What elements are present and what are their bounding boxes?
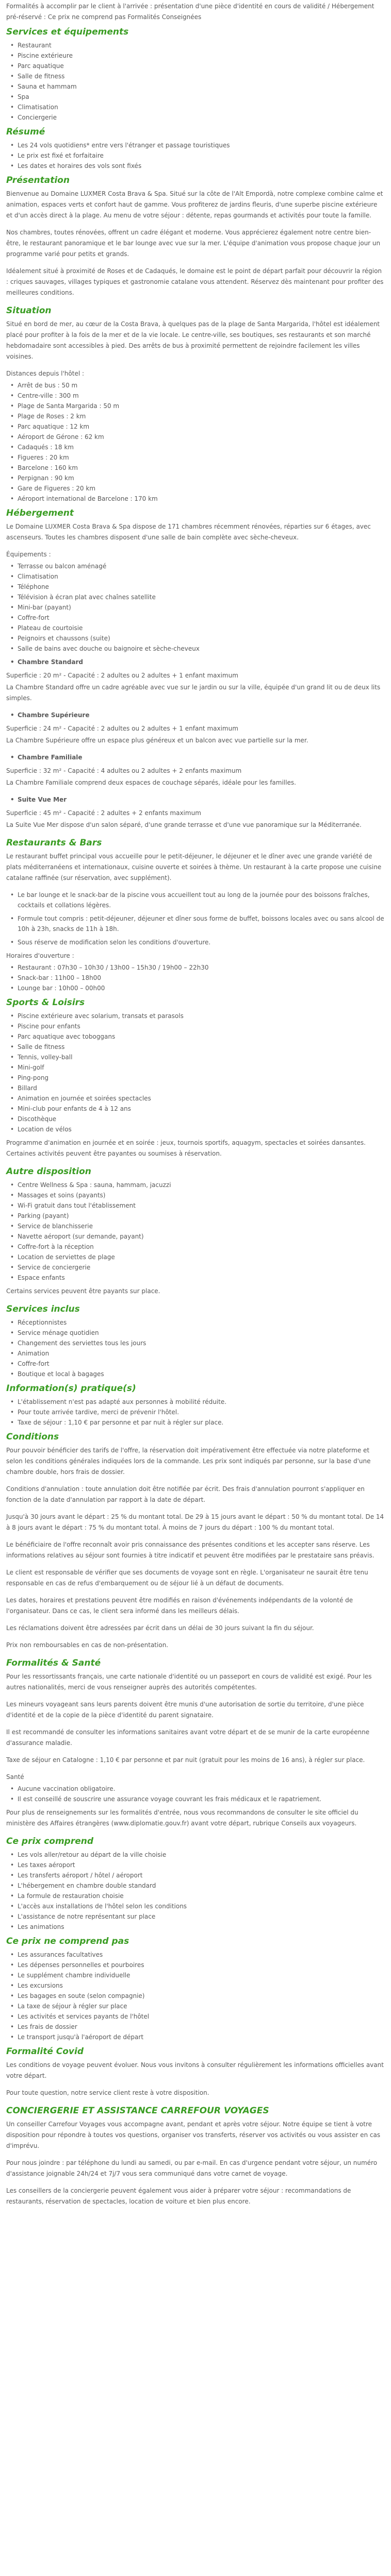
resume-title: Résumé bbox=[6, 127, 45, 137]
list-item: • Massages et soins (payants) bbox=[18, 1190, 385, 1200]
conciergerie-paragraph: Pour nous joindre : par téléphone du lundi au samedi, ou par e-mail. En cas d'urgence pendant votre séjour, un numéro d'assistance joignable 24h/24 et 7j/7 vous sera communiqué dans votre carnet de voyage. bbox=[6, 2159, 378, 2177]
list-item: • Piscine extérieure bbox=[18, 50, 385, 61]
sports-title: Sports & Loisirs bbox=[6, 997, 85, 1008]
list-item: • Pour toute arrivée tardive, merci de prévenir l'hôtel. bbox=[18, 1407, 385, 1417]
list-item: • Réceptionnistes bbox=[18, 1317, 385, 1328]
list-item: • Animation bbox=[18, 1348, 385, 1359]
list-item: • Le supplément chambre individuelle bbox=[18, 1970, 385, 1980]
conciergerie-title: CONCIERGERIE ET ASSISTANCE CARREFOUR VOYAGES bbox=[6, 2106, 269, 2116]
hebergement-paragraph: Le Domaine LUXMER Costa Brava & Spa dispose de 171 chambres récemment rénovées, réparties sur 6 étages, avec ascenseurs. Toutes les chambres disposent d'une salle de bain complète avec sèche-cheveux. bbox=[6, 523, 371, 541]
list-item: • Billard bbox=[18, 1083, 385, 1093]
list-item: • Barcelone : 160 km bbox=[18, 463, 385, 473]
hebergement-title: Hébergement bbox=[6, 508, 74, 518]
list-item: • Wi-Fi gratuit dans tout l'établissement bbox=[18, 1200, 385, 1211]
list-item: • Spa bbox=[18, 92, 385, 102]
list-item: • Téléphone bbox=[18, 582, 385, 592]
list-item: • Coffre-fort bbox=[18, 613, 385, 623]
sante-list bbox=[6, 1784, 385, 1804]
presentation-paragraph: Nos chambres, toutes rénovées, offrent un cadre élégant et moderne. Vous apprécierez également notre centre bien-être, le restaurant panoramique et le bar lounge avec vue sur la mer. L'équipe d'animation vous propose chaque jour un programme varié pour petits et grands. bbox=[6, 229, 381, 258]
hours-title: Horaires d'ouverture : bbox=[6, 952, 74, 959]
services-list bbox=[6, 40, 385, 123]
room-block bbox=[6, 657, 385, 667]
list-item: • Centre-ville : 300 m bbox=[18, 391, 385, 401]
list-item: • La taxe de séjour à régler sur place bbox=[18, 2001, 385, 2011]
list-item: • Plateau de courtoisie bbox=[18, 623, 385, 633]
room-block bbox=[6, 794, 385, 805]
list-item: • Les taxes aéroport bbox=[18, 1860, 385, 1870]
list-item: • L'hébergement en chambre double standard bbox=[18, 1880, 385, 1891]
top-note: Formalités à accomplir par le client à l'arrivée : présentation d'une pièce d'identité en cours de validité / Hébergement pré-réservé : Ce prix ne comprend pas Formalités Conseignées bbox=[6, 3, 374, 21]
list-item: • Aucune vaccination obligatoire. bbox=[18, 1784, 385, 1794]
list-item: • Service ménage quotidien bbox=[18, 1328, 385, 1338]
wellness-title: Autre disposition bbox=[6, 1166, 91, 1177]
list-item: • La formule de restauration choisie bbox=[18, 1891, 385, 1901]
conciergerie-paragraph: Un conseiller Carrefour Voyages vous accompagne avant, pendant et après votre séjour. Notre équipe se tient à votre disposition pour répondre à toutes vos questions, organiser vos transferts, réserver vos activités ou vous assister en cas d'imprévu. bbox=[6, 2121, 381, 2149]
room-title: • Suite Vue Mer bbox=[18, 794, 385, 805]
resume-list bbox=[6, 140, 385, 171]
list-item: • Location de serviettes de plage bbox=[18, 1252, 385, 1262]
list-item: • Climatisation bbox=[18, 102, 385, 112]
situation-title: Situation bbox=[6, 306, 52, 316]
equipements-list bbox=[6, 561, 385, 654]
list-item: • Climatisation bbox=[18, 571, 385, 582]
list-item: • Gare de Figueres : 20 km bbox=[18, 483, 385, 494]
list-item: • Navette aéroport (sur demande, payant) bbox=[18, 1231, 385, 1242]
list-item: • Service de conciergerie bbox=[18, 1262, 385, 1273]
list-item: • Coffre-fort à la réception bbox=[18, 1242, 385, 1252]
prix-comprend-list bbox=[6, 1850, 385, 1932]
list-item: • L'assistance de notre représentant sur place bbox=[18, 1911, 385, 1922]
formalites-paragraph: Les mineurs voyageant sans leurs parents doivent être munis d'une autorisation de sortie du territoire, d'une pièce d'identité et de la copie de la pièce d'identité du parent signataire. bbox=[6, 1701, 364, 1719]
list-item: • Les vols aller/retour au départ de la ville choisie bbox=[18, 1850, 385, 1860]
list-item: • Figueres : 20 km bbox=[18, 452, 385, 463]
list-item: • Restaurant bbox=[18, 40, 385, 50]
conditions-paragraph: Le client est responsable de vérifier que ses documents de voyage sont en règle. L'organisateur ne saurait être tenu responsable en cas de refus d'embarquement ou de séjour lié à un défaut de documents. bbox=[6, 1569, 368, 1587]
room-desc: Superficie : 24 m² - Capacité : 2 adultes ou 2 adultes + 1 enfant maximum bbox=[6, 725, 238, 732]
list-item: • Sous réserve de modification selon les conditions d'ouverture. bbox=[18, 937, 385, 947]
list-item: • Cadaqués : 18 km bbox=[18, 442, 385, 452]
list-item: • Aéroport de Gérone : 62 km bbox=[18, 432, 385, 442]
room-detail: La Suite Vue Mer dispose d'un salon séparé, d'une grande terrasse et d'une vue panoramique sur la Méditerranée. bbox=[6, 821, 362, 828]
list-item: • Parc aquatique : 12 km bbox=[18, 421, 385, 432]
presentation-paragraph: Bienvenue au Domaine LUXMER Costa Brava & Spa. Situé sur la côte de l'Alt Empordà, notre complexe combine calme et animation, espaces verts et confort haut de gamme. Vous profiterez de jardins fleuris, d'une superbe piscine extérieure et d'un accès direct à la plage. Au menu de votre séjour : détente, repas gourmands et activités pour toute la famille. bbox=[6, 190, 383, 219]
services-inclus-title: Services inclus bbox=[6, 1304, 80, 1314]
conditions-paragraph: Jusqu'à 30 jours avant le départ : 25 % du montant total. De 29 à 15 jours avant le départ : 50 % du montant total. De 14 à 8 jours avant le départ : 75 % du montant total. À moins de 7 jours du départ : 100 % du montant total. bbox=[6, 1513, 384, 1531]
services-inclus-list bbox=[6, 1317, 385, 1379]
list-item: • Discothèque bbox=[18, 1114, 385, 1124]
conditions-paragraph: Pour pouvoir bénéficier des tarifs de l'offre, la réservation doit impérativement être effectuée via notre plateforme et selon les conditions générales indiquées lors de la commande. Les prix sont indiqués par personne, sur la base d'une chambre double, hors frais de dossier. bbox=[6, 1447, 371, 1476]
list-item: • Peignoirs et chaussons (suite) bbox=[18, 633, 385, 643]
list-item: • Les bagages en soute (selon compagnie) bbox=[18, 1991, 385, 2001]
list-item: • Parc aquatique avec toboggans bbox=[18, 1031, 385, 1042]
list-item: • Centre Wellness & Spa : sauna, hammam, jacuzzi bbox=[18, 1180, 385, 1190]
list-item: • Les activités et services payants de l'hôtel bbox=[18, 2011, 385, 2022]
list-item: • Mini-golf bbox=[18, 1062, 385, 1073]
list-item: • Les 24 vols quotidiens* entre vers l'étranger et passage touristiques bbox=[18, 140, 385, 150]
list-item: • Salle de bains avec douche ou baignoire et sèche-cheveux bbox=[18, 643, 385, 654]
list-item: • Le prix est fixé et forfaitaire bbox=[18, 150, 385, 161]
list-item: • Les excursions bbox=[18, 1980, 385, 1991]
formalite-covid-title: Formalité Covid bbox=[6, 2046, 84, 2057]
list-item: • Les frais de dossier bbox=[18, 2022, 385, 2032]
list-item: • Les assurances facultatives bbox=[18, 1950, 385, 1960]
conditions-paragraph: Les réclamations doivent être adressées par écrit dans un délai de 30 jours suivant la fin du séjour. bbox=[6, 1624, 314, 1632]
room-block bbox=[6, 752, 385, 762]
list-item: • Perpignan : 90 km bbox=[18, 473, 385, 483]
formalites-paragraph: Pour les ressortissants français, une carte nationale d'identité ou un passeport en cours de validité est exigé. Pour les autres nationalités, merci de vous renseigner auprès des autorités compétentes. bbox=[6, 1673, 372, 1691]
list-item: • Arrêt de bus : 50 m bbox=[18, 380, 385, 391]
conditions-title: Conditions bbox=[6, 1432, 59, 1442]
distances-list bbox=[6, 380, 385, 504]
list-item: • Restaurant : 07h30 – 10h30 / 13h00 – 15h30 / 19h00 – 22h30 bbox=[18, 962, 385, 973]
list-item: • Le transport jusqu'à l'aéroport de départ bbox=[18, 2032, 385, 2042]
list-item: • Lounge bar : 10h00 – 00h00 bbox=[18, 983, 385, 993]
room-detail: La Chambre Familiale comprend deux espaces de couchage séparés, idéale pour les familles. bbox=[6, 779, 296, 786]
list-item: • Mini-club pour enfants de 4 à 12 ans bbox=[18, 1104, 385, 1114]
situation-paragraph: Situé en bord de mer, au cœur de la Costa Brava, à quelques pas de la plage de Santa Margarida, l'hôtel est idéalement placé pour profiter à la fois de la mer et de la vie locale. Le centre-ville, ses boutiques, ses restaurants et son marché hebdomadaire sont accessibles à pied. Des arrêts de bus à proximité permettent de rejoindre facilement les villes voisines. bbox=[6, 320, 380, 360]
restaurants-title: Restaurants & Bars bbox=[6, 838, 102, 848]
formalites-paragraph: Il est recommandé de consulter les informations sanitaires avant votre départ et de se munir de la carte européenne d'assurance maladie. bbox=[6, 1728, 370, 1747]
sante-label: Santé bbox=[6, 1773, 24, 1781]
formalite-covid-paragraph: Les conditions de voyage peuvent évoluer. Nous vous invitons à consulter régulièrement les informations officielles avant votre départ. bbox=[6, 2061, 384, 2079]
restaurants-paragraph: Le restaurant buffet principal vous accueille pour le petit-déjeuner, le déjeuner et le dîner avec une grande variété de plats méditerranéens et internationaux, cuisine ouverte et soirées à thème. Un restaurant à la carte propose une cuisine catalane raffinée (sur réservation, avec supplément). bbox=[6, 853, 382, 882]
hours-list bbox=[6, 962, 385, 993]
list-item: • Snack-bar : 11h00 – 18h00 bbox=[18, 973, 385, 983]
list-item: • Service de blanchisserie bbox=[18, 1221, 385, 1231]
list-item: • Salle de fitness bbox=[18, 1042, 385, 1052]
room-detail: La Chambre Supérieure offre un espace plus généreux et un balcon avec vue partielle sur la mer. bbox=[6, 737, 308, 744]
list-item: • Coffre-fort bbox=[18, 1359, 385, 1369]
prix-comprend-title: Ce prix comprend bbox=[6, 1836, 94, 1846]
list-item: • Tennis, volley-ball bbox=[18, 1052, 385, 1062]
restaurants-list bbox=[6, 937, 385, 947]
list-item: • Conciergerie bbox=[18, 112, 385, 123]
list-item: • Les dépenses personnelles et pourboires bbox=[18, 1960, 385, 1970]
prix-ne-comprend-title: Ce prix ne comprend pas bbox=[6, 1936, 129, 1946]
list-item: • Ping-pong bbox=[18, 1073, 385, 1083]
services-title: Services et équipements bbox=[6, 27, 129, 37]
list-item: • Les transferts aéroport / hôtel / aéroport bbox=[18, 1870, 385, 1880]
room-block bbox=[6, 710, 385, 720]
equipements-label: Équipements : bbox=[6, 551, 51, 558]
conciergerie-paragraph: Les conseillers de la conciergerie peuvent également vous aider à préparer votre séjour : recommandations de restaurants, réservation de spectacles, location de voiture et bien plus encore. bbox=[6, 2187, 351, 2205]
presentation-title: Présentation bbox=[6, 175, 70, 185]
list-item: • L'accès aux installations de l'hôtel selon les conditions bbox=[18, 1901, 385, 1911]
room-title: • Chambre Supérieure bbox=[18, 710, 385, 720]
room-desc: Superficie : 45 m² - Capacité : 2 adultes + 2 enfants maximum bbox=[6, 809, 201, 817]
room-desc: Superficie : 32 m² - Capacité : 4 adultes ou 2 adultes + 2 enfants maximum bbox=[6, 767, 242, 774]
list-item: • Sauna et hammam bbox=[18, 81, 385, 92]
list-item: • L'établissement n'est pas adapté aux personnes à mobilité réduite. bbox=[18, 1397, 385, 1407]
list-item: • Les animations bbox=[18, 1922, 385, 1932]
sports-paragraph: Programme d'animation en journée et en soirée : jeux, tournois sportifs, aquagym, spectacles et soirées dansantes. Certaines activités peuvent être payantes ou soumises à réservation. bbox=[6, 1139, 366, 1157]
conditions-paragraph: Les dates, horaires et prestations peuvent être modifiés en raison d'événements indépendants de la volonté de l'organisateur. Dans ce cas, le client sera informé dans les meilleurs délais. bbox=[6, 1597, 353, 1615]
sports-list bbox=[6, 1011, 385, 1134]
list-item: • Terrasse ou balcon aménagé bbox=[18, 561, 385, 571]
prix-ne-comprend-list bbox=[6, 1950, 385, 2042]
list-item: • Animation en journée et soirées spectacles bbox=[18, 1093, 385, 1104]
list-item: • Plage de Roses : 2 km bbox=[18, 411, 385, 421]
list-item: • Taxe de séjour : 1,10 € par personne et par nuit à régler sur place. bbox=[18, 1417, 385, 1428]
list-item: • Parc aquatique bbox=[18, 61, 385, 71]
list-item: • Changement des serviettes tous les jours bbox=[18, 1338, 385, 1348]
list-item: • Salle de fitness bbox=[18, 71, 385, 81]
list-item: • Boutique et local à bagages bbox=[18, 1369, 385, 1379]
list-item: • Piscine extérieure avec solarium, transats et parasols bbox=[18, 1011, 385, 1021]
restaurants-list bbox=[6, 913, 385, 934]
list-item: • Piscine pour enfants bbox=[18, 1021, 385, 1031]
list-item: • Télévision à écran plat avec chaînes satellite bbox=[18, 592, 385, 602]
wellness-list bbox=[6, 1180, 385, 1283]
conditions-paragraph: Conditions d'annulation : toute annulation doit être notifiée par écrit. Des frais d'annulation pourront s'appliquer en fonction de la date d'annulation par rapport à la date de départ. bbox=[6, 1485, 365, 1503]
room-desc: Superficie : 20 m² - Capacité : 2 adultes ou 2 adultes + 1 enfant maximum bbox=[6, 672, 238, 679]
info-list bbox=[6, 1397, 385, 1428]
list-item: • Parking (payant) bbox=[18, 1211, 385, 1221]
room-title: • Chambre Standard bbox=[18, 657, 385, 667]
room-detail: La Chambre Standard offre un cadre agréable avec vue sur le jardin ou sur la ville, équipée d'un grand lit ou de deux lits simples. bbox=[6, 684, 381, 702]
situation-paragraph: Distances depuis l'hôtel : bbox=[6, 370, 85, 377]
conditions-paragraph: Prix non remboursables en cas de non-présentation. bbox=[6, 1641, 169, 1649]
restaurants-list bbox=[6, 890, 385, 910]
list-item: • Plage de Santa Margarida : 50 m bbox=[18, 401, 385, 411]
note-paragraph: Certains services peuvent être payants sur place. bbox=[6, 1287, 160, 1295]
list-item: • Location de vélos bbox=[18, 1124, 385, 1134]
list-item: • Mini-bar (payant) bbox=[18, 602, 385, 613]
room-title: • Chambre Familiale bbox=[18, 752, 385, 762]
list-item: • Il est conseillé de souscrire une assurance voyage couvrant les frais médicaux et le rapatriement. bbox=[18, 1794, 385, 1804]
conditions-paragraph: Le bénéficiaire de l'offre reconnaît avoir pris connaissance des présentes conditions et les accepter sans réserve. Les informations relatives au séjour sont fournies à titre indicatif et peuvent être modifiées par le prestataire sans préavis. bbox=[6, 1541, 374, 1559]
formalites-paragraph: Taxe de séjour en Catalogne : 1,10 € par personne et par nuit (gratuit pour les moins de 16 ans), à régler sur place. bbox=[6, 1756, 365, 1764]
list-item: • Espace enfants bbox=[18, 1273, 385, 1283]
list-item: • Aéroport international de Barcelone : 170 km bbox=[18, 494, 385, 504]
formalite-covid-paragraph: Pour toute question, notre service client reste à votre disposition. bbox=[6, 2089, 209, 2096]
presentation-paragraph: Idéalement situé à proximité de Roses et de Cadaqués, le domaine est le point de départ parfait pour découvrir la région : criques sauvages, villages typiques et gastronomie catalane vous attendent. Réservez dès maintenant pour profiter des meilleures conditions. bbox=[6, 267, 384, 296]
formalites-paragraph: Pour plus de renseignements sur les formalités d'entrée, nous vous recommandons de consulter le site officiel du ministère des Affaires étrangères (www.diplomatie.gouv.fr) avant votre départ, rubrique Conseils aux voyageurs. bbox=[6, 1809, 359, 1827]
list-item: • Le bar lounge et le snack-bar de la piscine vous accueillent tout au long de la journée pour des boissons fraîches, cocktails et collations légères. bbox=[18, 890, 385, 910]
formalites-title: Formalités & Santé bbox=[6, 1658, 101, 1668]
list-item: • Les dates et horaires des vols sont fixés bbox=[18, 161, 385, 171]
info-title: Information(s) pratique(s) bbox=[6, 1383, 136, 1394]
list-item: • Formule tout compris : petit-déjeuner, déjeuner et dîner sous forme de buffet, boissons locales avec ou sans alcool de 10h à 23h, snacks de 11h à 18h. bbox=[18, 913, 385, 934]
